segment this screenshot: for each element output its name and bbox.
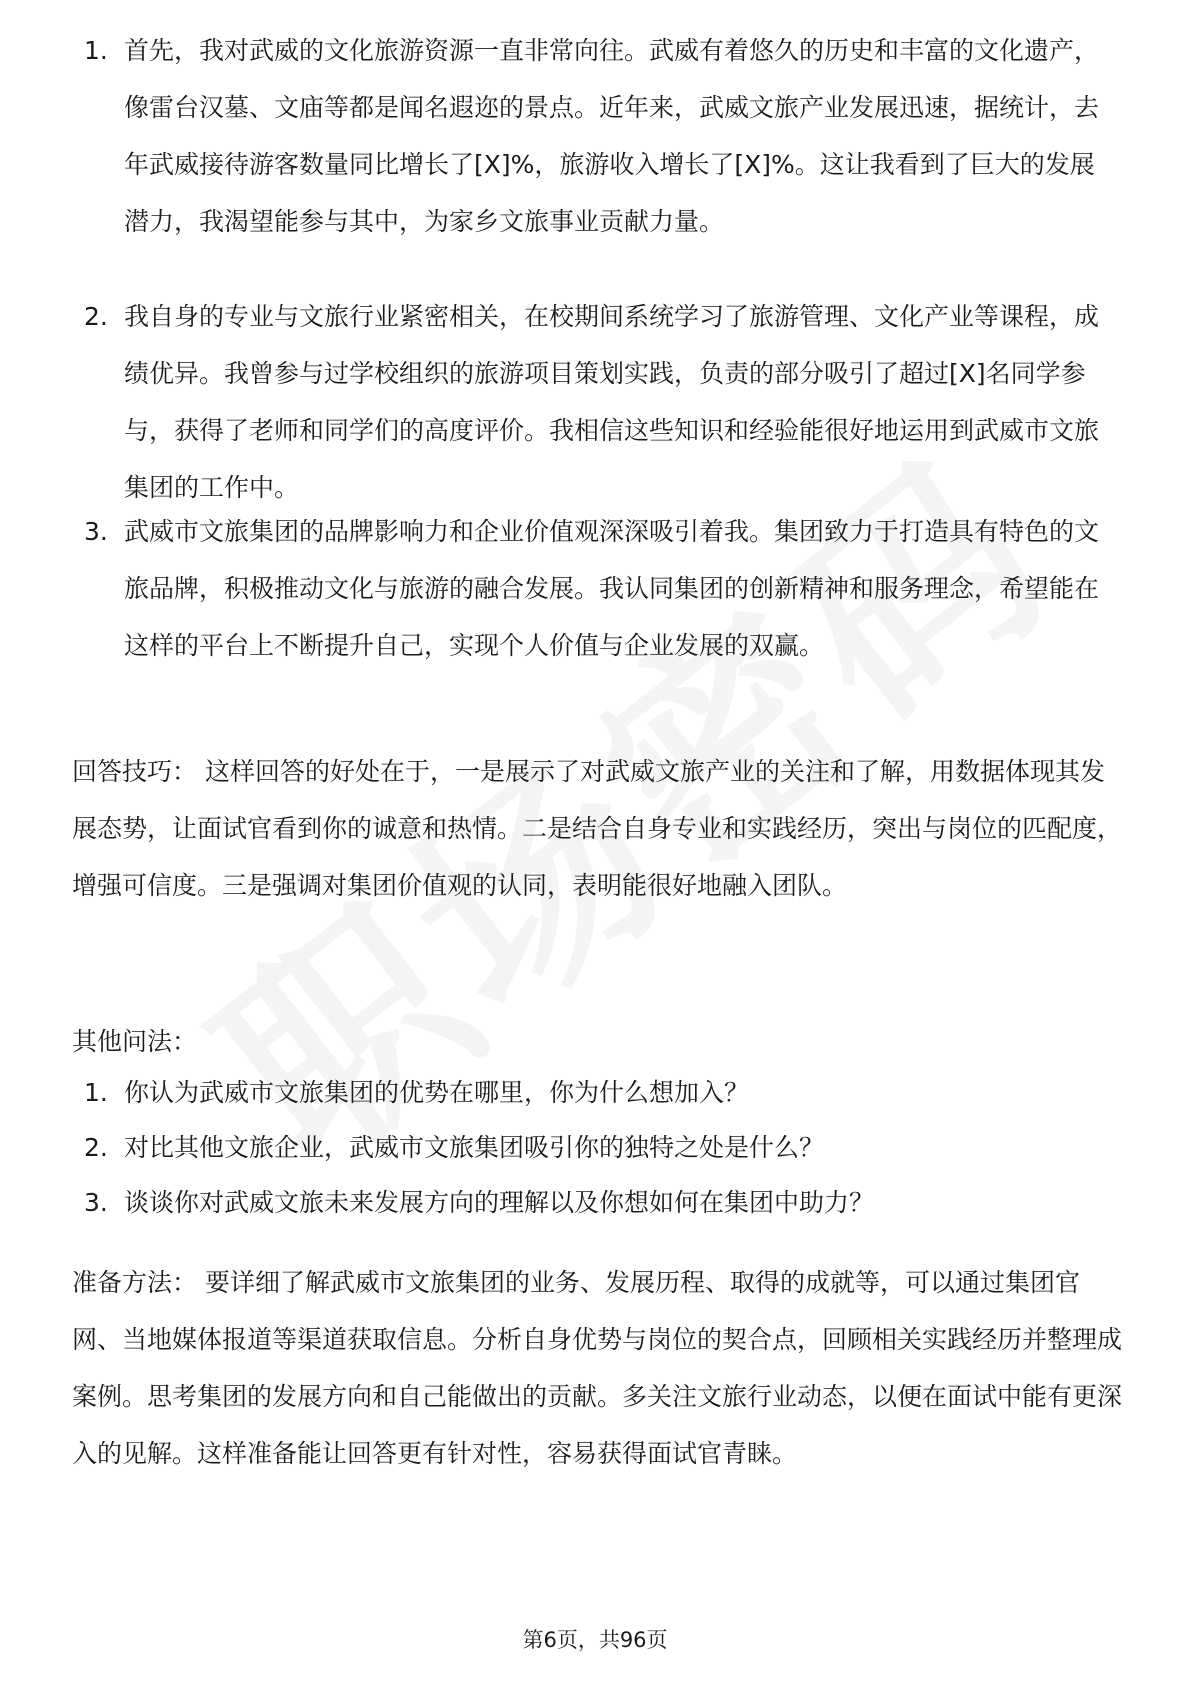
other-questions-heading: 其他问法：: [72, 1027, 198, 1056]
list-number: 2.: [84, 302, 108, 331]
list-number: 3.: [84, 517, 108, 546]
list-item-text: 武威市文旅集团的品牌影响力和企业价值观深深吸引着我。集团致力于打造具有特色的文旅品牌，积极推动文化与旅游的融合发展。我认同集团的创新精神和服务理念，希望能在这样的平台上不断提升自己，实现个人价值与企业发展的双赢。: [124, 517, 1100, 660]
list-item-text: 首先，我对武威的文化旅游资源一直非常向往。武威有着悠久的历史和丰富的文化遗产，像雷台汉墓、文庙等都是闻名遐迩的景点。近年来，武威文旅产业发展迅速，据统计，去年武威接待游客数量同比增长了[X]%，旅游收入增长了[X]%。这让我看到了巨大的发展潜力，我渴望能参与其中，为家乡文旅事业贡献力量。: [124, 36, 1100, 236]
list-number: 1.: [84, 1078, 108, 1107]
tips-paragraph: [72, 743, 1122, 914]
prep-paragraph: [72, 1254, 1122, 1482]
list-item-text: 你认为武威市文旅集团的优势在哪里，你为什么想加入？: [124, 1078, 750, 1107]
list-number: 2.: [84, 1133, 108, 1162]
list-number: 3.: [84, 1188, 108, 1217]
tips-label: 回答技巧：: [72, 757, 198, 786]
page-number: 第6页，共96页: [522, 1628, 668, 1652]
prep-label: 准备方法：: [72, 1268, 198, 1297]
list-number: 1.: [84, 36, 108, 65]
list-item-text: 我自身的专业与文旅行业紧密相关，在校期间系统学习了旅游管理、文化产业等课程，成绩优异。我曾参与过学校组织的旅游项目策划实践，负责的部分吸引了超过[X]名同学参与，获得了老师和同学们的高度评价。我相信这些知识和经验能很好地运用到武威市文旅集团的工作中。: [124, 302, 1100, 502]
prep-text: 要详细了解武威市文旅集团的业务、发展历程、取得的成就等，可以通过集团官网、当地媒体报道等渠道获取信息。分析自身优势与岗位的契合点，回顾相关实践经历并整理成案例。思考集团的发展方向和自己能做出的贡献。多关注文旅行业动态，以便在面试中能有更深入的见解。这样准备能让回答更有针对性，容易获得面试官青睐。: [72, 1268, 1123, 1468]
list-item-text: 谈谈你对武威文旅未来发展方向的理解以及你想如何在集团中助力？: [124, 1188, 875, 1217]
list-item-text: 对比其他文旅企业，武威市文旅集团吸引你的独特之处是什么？: [124, 1133, 825, 1162]
tips-text: 这样回答的好处在于，一是展示了对武威文旅产业的关注和了解，用数据体现其发展态势，让面试官看到你的诚意和热情。二是结合自身专业和实践经历，突出与岗位的匹配度，增强可信度。三是强调对集团价值观的认同，表明能很好地融入团队。: [72, 757, 1123, 900]
